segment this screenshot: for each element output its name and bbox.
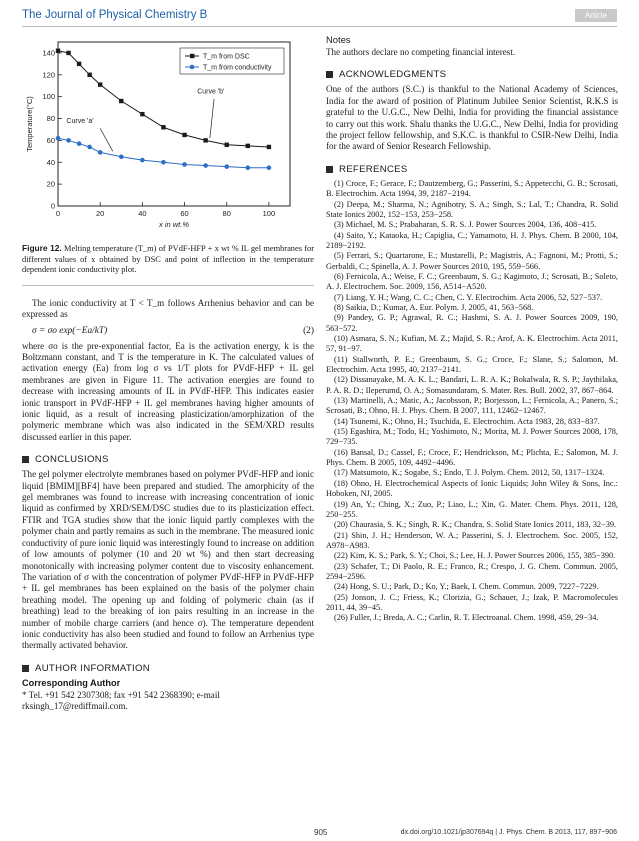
page-header xyxy=(22,6,617,24)
data-point-square xyxy=(56,49,60,53)
y-tick-label: 140 xyxy=(42,48,55,58)
legend-marker-circle xyxy=(190,65,195,70)
left-column xyxy=(22,34,314,713)
data-point-square xyxy=(225,143,229,147)
y-axis-label: Temperature(°C) xyxy=(25,96,34,152)
legend-entry: T_m from conductivity xyxy=(203,64,272,72)
data-point-square xyxy=(161,125,165,129)
x-axis-label: x in wt.% xyxy=(158,220,190,229)
reference-item: (19) An, Y.; Ching, X.; Zuo, P.; Liao, L.; Xin, G. Mater. Chem. Phys. 2011, 128, 250−255. xyxy=(326,499,618,519)
reference-item: (22) Kim, K. S.; Park, S. Y.; Choi, S.; Lee, H. J. Power Sources 2006, 155, 385−390. xyxy=(334,551,616,561)
reference-item: (23) Schafer, T.; Di Paolo, R. E.; Franco, R.; Crespo, J. G. Chem. Commun. 2005, 2594−2596. xyxy=(326,561,618,581)
reference-item: (14) Tsunemi, K.; Ohno, H.; Tsuchida, E. Electrochim. Acta 1983, 28, 833−837. xyxy=(334,416,600,426)
acknowledgments-text: One of the authors (S.C.) is thankful to the National Academy of Sciences, India for the award of position of Platinum Jubilee Senior Scientist, R.K.S is grateful to the U.G.C., New Delhi, India for providing the financial assistance to carry out this work. Shalu thanks the U.G.C., New Delhi, India for providing the project fellow fellowship, and S.K.C. is thankful to CSIR-New Delhi, India for the award of Senior Research Fellowship. xyxy=(326,84,618,152)
reference-item: (5) Ferrari, S.; Quartarone, E.; Mustarelli, P.; Magistris, A.; Fagnoni, M.; Protti, S.; Gerbaldi, C.; Spinella, A. J. Power Sources 2010, 195, 559−566. xyxy=(326,251,618,271)
header-rule xyxy=(22,26,617,27)
section-square-icon xyxy=(22,665,29,672)
data-point-square xyxy=(182,133,186,137)
activation-energy-paragraph: where σo is the pre-exponential factor, Ea is the activation energy, k is the Boltzmann constant, and T is the temperature in K. The calculated values of activation energy (Ea) from log σ vs 1/T plots for PVdF-HFP + IL gel membranes are given in Figure 11. The activation energies are found to decrease with increasing amounts of IL in PVdF-HFP. This indicates easier ionic transport in PVdF-HFP + IL gel membranes having higher amounts of ionic liquid, as a result of increasing plasticization/amorphization of the polymeric membrane which was also indicated in the SEM/XRD results discussed earlier in this paper. xyxy=(22,340,314,442)
figure-caption xyxy=(22,243,314,276)
data-point-circle xyxy=(119,155,124,160)
reference-item: (18) Ohno, H. Electrochemical Aspects of Ionic Liquids; John Wiley & Sons, Inc.: Hoboken, NJ, 2005. xyxy=(326,478,618,499)
y-tick-label: 120 xyxy=(42,70,55,80)
data-point-circle xyxy=(224,164,229,169)
data-point-square xyxy=(119,99,123,103)
figure-12 xyxy=(22,34,314,276)
section-square-icon xyxy=(22,456,29,463)
data-point-square xyxy=(140,112,144,116)
page-number: 905 xyxy=(314,828,328,837)
reference-item: (8) Saikia, D.; Kumar, A. Eur. Polym. J. 2005, 41, 563−568. xyxy=(334,302,534,312)
reference-item: (15) Egashira, M.; Todo, H.; Yoshimoto, N.; Morita, M. J. Power Sources 2008, 178, 729−735. xyxy=(326,427,618,447)
data-point-circle xyxy=(77,141,82,146)
reference-item: (1) Croce, F.; Gerace, F.; Dautzemberg, G.; Passerini, S.; Appetecchi, G. B.; Scrosati, B. Electrochim. Acta 1994, 39, 2187−2194. xyxy=(326,178,618,199)
data-point-square xyxy=(77,62,81,66)
section-square-icon xyxy=(326,71,333,78)
data-point-square xyxy=(66,51,70,55)
acknowledgments-title: ACKNOWLEDGMENTS xyxy=(339,69,447,81)
melting-temperature-chart xyxy=(22,34,314,230)
data-point-square xyxy=(267,145,271,149)
reference-item: (6) Fernicola, A.; Weise, F. C.; Greenbaum, S. G.; Kagimoto, J.; Scrosati, B.; Soleto, A. J. Electrochem. Soc. 2009, 156, A514−A520. xyxy=(326,271,618,292)
y-tick-label: 20 xyxy=(46,179,55,189)
x-tick-label: 100 xyxy=(262,209,276,218)
reference-item: (20) Chaurasia, S. K.; Singh, R. K.; Chandra, S. Solid State Ionics 2011, 183, 32−39. xyxy=(334,520,617,530)
y-tick-label: 40 xyxy=(46,157,55,167)
references-title: REFERENCES xyxy=(339,163,408,175)
y-tick-label: 100 xyxy=(42,92,55,102)
y-tick-label: 0 xyxy=(50,201,55,211)
corresponding-author-contact[interactable]: * Tel. +91 542 2307308; fax +91 542 2368390; e-mail rksingh_17@rediffmail.com. xyxy=(22,689,220,712)
reference-item: (9) Pandey, G. P.; Agrawal, R. C.; Hashmi, S. A. J. Power Sources 2009, 190, 563−572. xyxy=(326,313,618,333)
notes-text: The authors declare no competing financial interest. xyxy=(326,47,516,57)
reference-item: (25) Jonson, J. C.; Friess, K.; Clorizia, G.; Schauer, J.; Izak, P. Macromolecules 2011, 44, 39−45. xyxy=(326,592,618,612)
equation-number: (2) xyxy=(303,325,314,336)
data-point-circle xyxy=(203,163,208,168)
legend-entry: T_m from DSC xyxy=(203,53,250,61)
x-tick-label: 40 xyxy=(138,209,147,218)
equation-2 xyxy=(22,326,314,336)
doi-citation[interactable]: dx.doi.org/10.1021/jp307694q | J. Phys. Chem. B 2013, 117, 897−906 xyxy=(400,829,617,836)
data-point-circle xyxy=(87,145,92,150)
reference-item: (3) Michael, M. S.; Prabaharan, S. R. S. J. Power Sources 2004, 136, 408−415. xyxy=(334,220,597,230)
equation-text: σ = σo exp(−Ea/kT) xyxy=(32,325,108,336)
y-tick-label: 80 xyxy=(46,114,55,124)
reference-item: (11) Stallworth, P. E.; Greenbaum, S. G.; Croce, F.; Slane, S.; Salomon, M. Electrochim. Acta 1995, 40, 2137−2141. xyxy=(326,354,618,375)
reference-item: (16) Bansal, D.; Cassel, F.; Croce, F.; Hendrickson, M.; Plichta, E.; Salomon, M. J. Phys. Chem. B 2005, 109, 4492−4496. xyxy=(326,447,618,468)
reference-item: (12) Dissanayake, M. A. K. L.; Bandari, L. R. A. K.; Bokalwala, R. S. P.; Jaythilaka, P. A. R. D.; Ileperumd, O. A.; Somasundaram, S. Mater. Res. Bull. 2002, 37, 867−864. xyxy=(326,375,618,395)
reference-item: (24) Hong, S. U.; Park, D.; Ko, Y.; Baek, I. Chem. Commun. 2009, 7227−7229. xyxy=(334,582,599,592)
references-heading xyxy=(326,164,618,175)
conclusions-paragraph: The gel polymer electrolyte membranes based on polymer PVdF-HFP and ionic liquid [BMIM][BF4] have been prepared and studied. The amorphicity of the gel membranes was found to increase with increasing concentration of ionic liquid as confirmed by XRD/SEM/DSC studies due to its plasticization effect. FTIR and TGA studies show that the ionic liquid partly complexes with the polymer chain and partly remains as such in the membrane. The measured ionic conductivity of pure ionic liquid was interestingly found to increase on addition of low amounts of polymer (10 and 20 wt %) and then start decreasing monotonically with increasing polymer content due to viscosity enhancement. The variation of σ with the concentration of polymer PVdF-HFP in PVdF-HFP + IL gel membranes has been explained on the basis of the polymer chain breathing model. The opening up and folding of polymeric chain (as if breathing) lead to the breaking of ion pairs resulting in an increase in the number of mobile charge carriers (and hence σ). The temperature dependent ionic conductivity has also been studied and found to follow an Arrhenius type thermally activated behavior. xyxy=(22,469,314,651)
references-list xyxy=(326,179,618,624)
notes-title: Notes xyxy=(326,34,351,45)
x-tick-label: 60 xyxy=(180,209,189,218)
x-tick-label: 80 xyxy=(222,209,231,218)
right-column xyxy=(326,34,618,624)
data-point-circle xyxy=(182,162,187,167)
reference-item: (26) Fuller, J.; Breda, A. C.; Carlin, R. T. Electroanal. Chem. 1998, 459, 29−34. xyxy=(334,613,599,623)
reference-item: (17) Matsumoto, K.; Sogabe, S.; Endo, T. J. Polym. Chem. 2012, 50, 1317−1324. xyxy=(334,468,605,478)
data-point-circle xyxy=(246,165,251,170)
author-info-title: AUTHOR INFORMATION xyxy=(35,662,151,674)
reference-item: (10) Asmara, S. N.; Kufian, M. Z.; Majid, S. R.; Arof, A. K. Electrochim. Acta 2011, 57, 91−97. xyxy=(326,334,618,354)
conclusions-heading xyxy=(22,454,314,465)
caption-text: Melting temperature (T_m) of PVdF-HFP + x wt % IL gel membranes for different values of x obtained by DSC and point of inflection in the temperature dependent ionic conductivity plot. xyxy=(22,244,315,275)
data-point-circle xyxy=(66,138,71,143)
article-badge: Article xyxy=(575,9,617,22)
annotation-curve-a: Curve 'a' xyxy=(66,117,94,125)
page-footer xyxy=(22,828,617,840)
caption-label: Figure 12. xyxy=(22,243,62,253)
figure-separator xyxy=(22,285,314,286)
data-point-circle xyxy=(98,150,103,155)
annotation-curve-b: Curve 'b' xyxy=(197,88,225,96)
data-point-circle xyxy=(267,165,272,170)
data-point-square xyxy=(246,144,250,148)
reference-item: (4) Saito, Y.; Kataoka, H.; Capiglia, C.; Yamamoto, H. J. Phys. Chem. B 2000, 104, 2189−2192. xyxy=(326,230,618,250)
reference-item: (21) Shin, J. H.; Henderson, W. A.; Passerini, S. J. Electrochem. Soc. 2005, 152, A978−A983. xyxy=(326,530,618,550)
data-point-circle xyxy=(56,136,61,141)
data-point-circle xyxy=(161,160,166,165)
legend-marker-square xyxy=(190,54,194,58)
journal-title[interactable]: The Journal of Physical Chemistry B xyxy=(22,9,208,21)
data-point-circle xyxy=(140,158,145,163)
arrhenius-intro: The ionic conductivity at T < T_m follows Arrhenius behavior and can be expressed as xyxy=(22,297,314,320)
author-info-heading xyxy=(22,663,314,674)
reference-item: (7) Liang, Y. H.; Wang, C. C.; Chen, C. Y. Electrochim. Acta 2006, 52, 527−537. xyxy=(334,292,603,302)
data-point-square xyxy=(203,138,207,142)
reference-item: (13) Martinelli, A.; Matic, A.; Jacobsson, P.; Borjesson, L.; Fernicola, A.; Panero, S.; Scrosati, B.; Ohno, H. J. Phys. Chem. B 2007, 111, 12462−12467. xyxy=(326,396,618,416)
data-point-square xyxy=(87,73,91,77)
reference-item: (2) Deepa, M.; Sharma, N.; Agnihotry, S. A.; Singh, S.; Lal, T.; Chandra, R. Solid State Ionics 2002, 152−153, 253−258. xyxy=(326,199,618,219)
data-point-square xyxy=(98,82,102,86)
y-tick-label: 60 xyxy=(46,135,55,145)
x-tick-label: 0 xyxy=(55,209,61,218)
conclusions-title: CONCLUSIONS xyxy=(35,454,109,466)
x-tick-label: 20 xyxy=(96,209,105,218)
section-square-icon xyxy=(326,166,333,173)
corresponding-author-title: Corresponding Author xyxy=(22,677,121,688)
acknowledgments-heading xyxy=(326,69,618,80)
